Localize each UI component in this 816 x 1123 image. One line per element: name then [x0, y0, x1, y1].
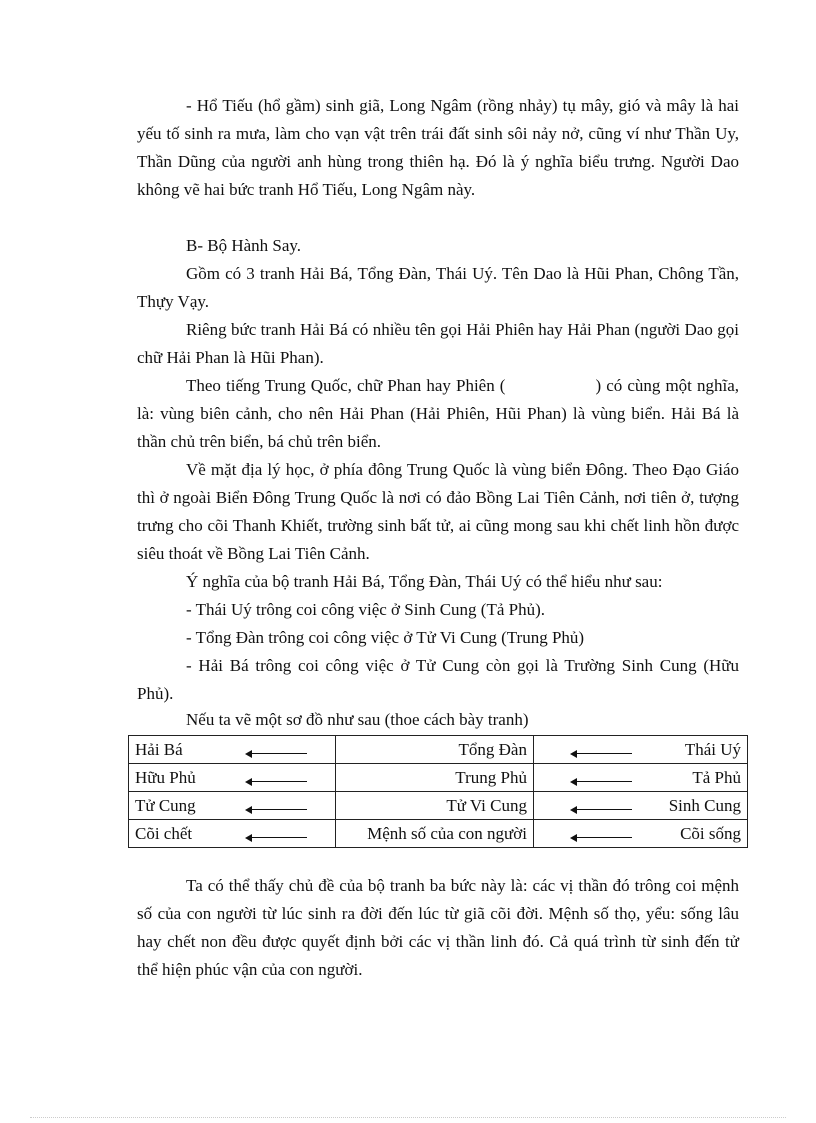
diagram-cell-right	[533, 792, 747, 820]
diagram-cell-left	[129, 736, 336, 764]
paragraph-ve-mat-dia-ly: Về mặt địa lý học, ở phía đông Trung Quốc là vùng biển Đông. Theo Đạo Giáo thì ở ngoài Biển Đông Trung Quốc là nơi có đảo Bồng Lai Tiên Cảnh, nơi tiên ở, tượng trưng cho cõi Thanh Khiết, trường sinh bất tử, ai cũng mong sau khi chết linh hồn được siêu thoát về Bồng Lai Tiên Cảnh.	[137, 460, 739, 563]
paragraph-chu-de: Ta có thể thấy chủ đề của bộ tranh ba bức này là: các vị thần đó trông coi mệnh số của con người từ lúc sinh ra đời đến lúc từ giã cõi đời. Mệnh số thọ, yểu: sống lâu hay chết non đều được quyết định bởi các vị thần linh đó. Cả quá trình từ sinh đến tử thể hiện phúc vận của con người.	[137, 876, 739, 979]
diagram-table	[128, 735, 748, 848]
diagram-cell-middle: Tổng Đàn	[336, 736, 534, 764]
left-arrow-icon	[245, 837, 307, 839]
diagram-cell-middle: Mệnh số của con người	[336, 820, 534, 848]
paragraph-part-a: Theo tiếng Trung Quốc, chữ Phan hay Phiên (	[186, 376, 506, 395]
cell-label: Hải Bá	[135, 739, 183, 759]
cell-label: Tử Cung	[135, 795, 196, 815]
diagram-row	[129, 736, 748, 764]
diagram-cell-right	[533, 820, 747, 848]
diagram-cell-left	[129, 764, 336, 792]
cell-label: Cõi chết	[135, 823, 193, 843]
cell-label: Tả Phủ	[692, 767, 741, 787]
list-item-tong-dan: - Tổng Đàn trông coi công việc ở Tử Vi Cung (Trung Phủ)	[186, 628, 585, 647]
list-item-hai-ba: - Hải Bá trông coi công việc ở Tử Cung còn gọi là Trường Sinh Cung (Hữu Phủ).	[137, 656, 739, 703]
left-arrow-icon	[570, 753, 632, 755]
diagram-cell-right	[533, 764, 747, 792]
paragraph-ho-tieu: - Hổ Tiếu (hổ gầm) sinh giã, Long Ngâm (rồng nhảy) tụ mây, gió và mây là hai yếu tố sinh ra mưa, làm cho vạn vật trên trái đất sinh sôi nảy nở, cũng ví như Thần Uy, Thần Dũng của người anh hùng trong thiên hạ. Đó là ý nghĩa biểu trưng. Người Dao không vẽ hai bức tranh Hổ Tiếu, Long Ngâm này.	[137, 96, 739, 199]
diagram-row	[129, 820, 748, 848]
cell-label: Thái Uý	[684, 739, 741, 759]
list-item-thai-uy: - Thái Uý trông coi công việc ở Sinh Cung (Tả Phủ).	[186, 600, 546, 619]
diagram-row	[129, 764, 748, 792]
left-arrow-icon	[245, 781, 307, 783]
diagram-row	[129, 792, 748, 820]
paragraph-rieng-buc-tranh: Riêng bức tranh Hải Bá có nhiều tên gọi Hải Phiên hay Hải Phan (người Dao gọi chữ Hải Phan là Hũi Phan).	[137, 320, 739, 367]
diagram-cell-left	[129, 820, 336, 848]
paragraph-gom-co: Gồm có 3 tranh Hải Bá, Tổng Đàn, Thái Uý. Tên Dao là Hũi Phan, Chông Tần, Thựy Vạy.	[137, 264, 739, 311]
paragraph-so-do-intro: Nếu ta vẽ một sơ đồ như sau (thoe cách bày tranh)	[186, 710, 529, 729]
left-arrow-icon	[245, 809, 307, 811]
cell-label: Hữu Phủ	[135, 767, 196, 787]
diagram-cell-middle: Trung Phủ	[336, 764, 534, 792]
left-arrow-icon	[570, 837, 632, 839]
left-arrow-icon	[570, 781, 632, 783]
paragraph-part-b: ) có cùng một nghĩa, là: vùng biên cảnh, cho nên Hải Phan (Hải Phiên, Hũi Phan) là vùng biển. Hải Bá là thần chủ trên biển, bá chủ trên biển.	[137, 376, 740, 451]
cell-label: Cõi sống	[680, 823, 741, 843]
diagram-cell-middle: Tử Vi Cung	[336, 792, 534, 820]
paragraph-theo-tieng-trung-quoc	[137, 372, 739, 456]
paragraph-y-nghia: Ý nghĩa của bộ tranh Hải Bá, Tổng Đàn, Thái Uý có thể hiểu như sau:	[186, 572, 663, 591]
left-arrow-icon	[570, 809, 632, 811]
diagram-cell-left	[129, 792, 336, 820]
diagram-cell-right	[533, 736, 747, 764]
page-bottom-divider	[30, 1117, 786, 1118]
section-heading-bo-hanh-say: B- Bộ Hành Say.	[186, 236, 302, 255]
left-arrow-icon	[245, 753, 307, 755]
cell-label: Sinh Cung	[668, 795, 741, 815]
